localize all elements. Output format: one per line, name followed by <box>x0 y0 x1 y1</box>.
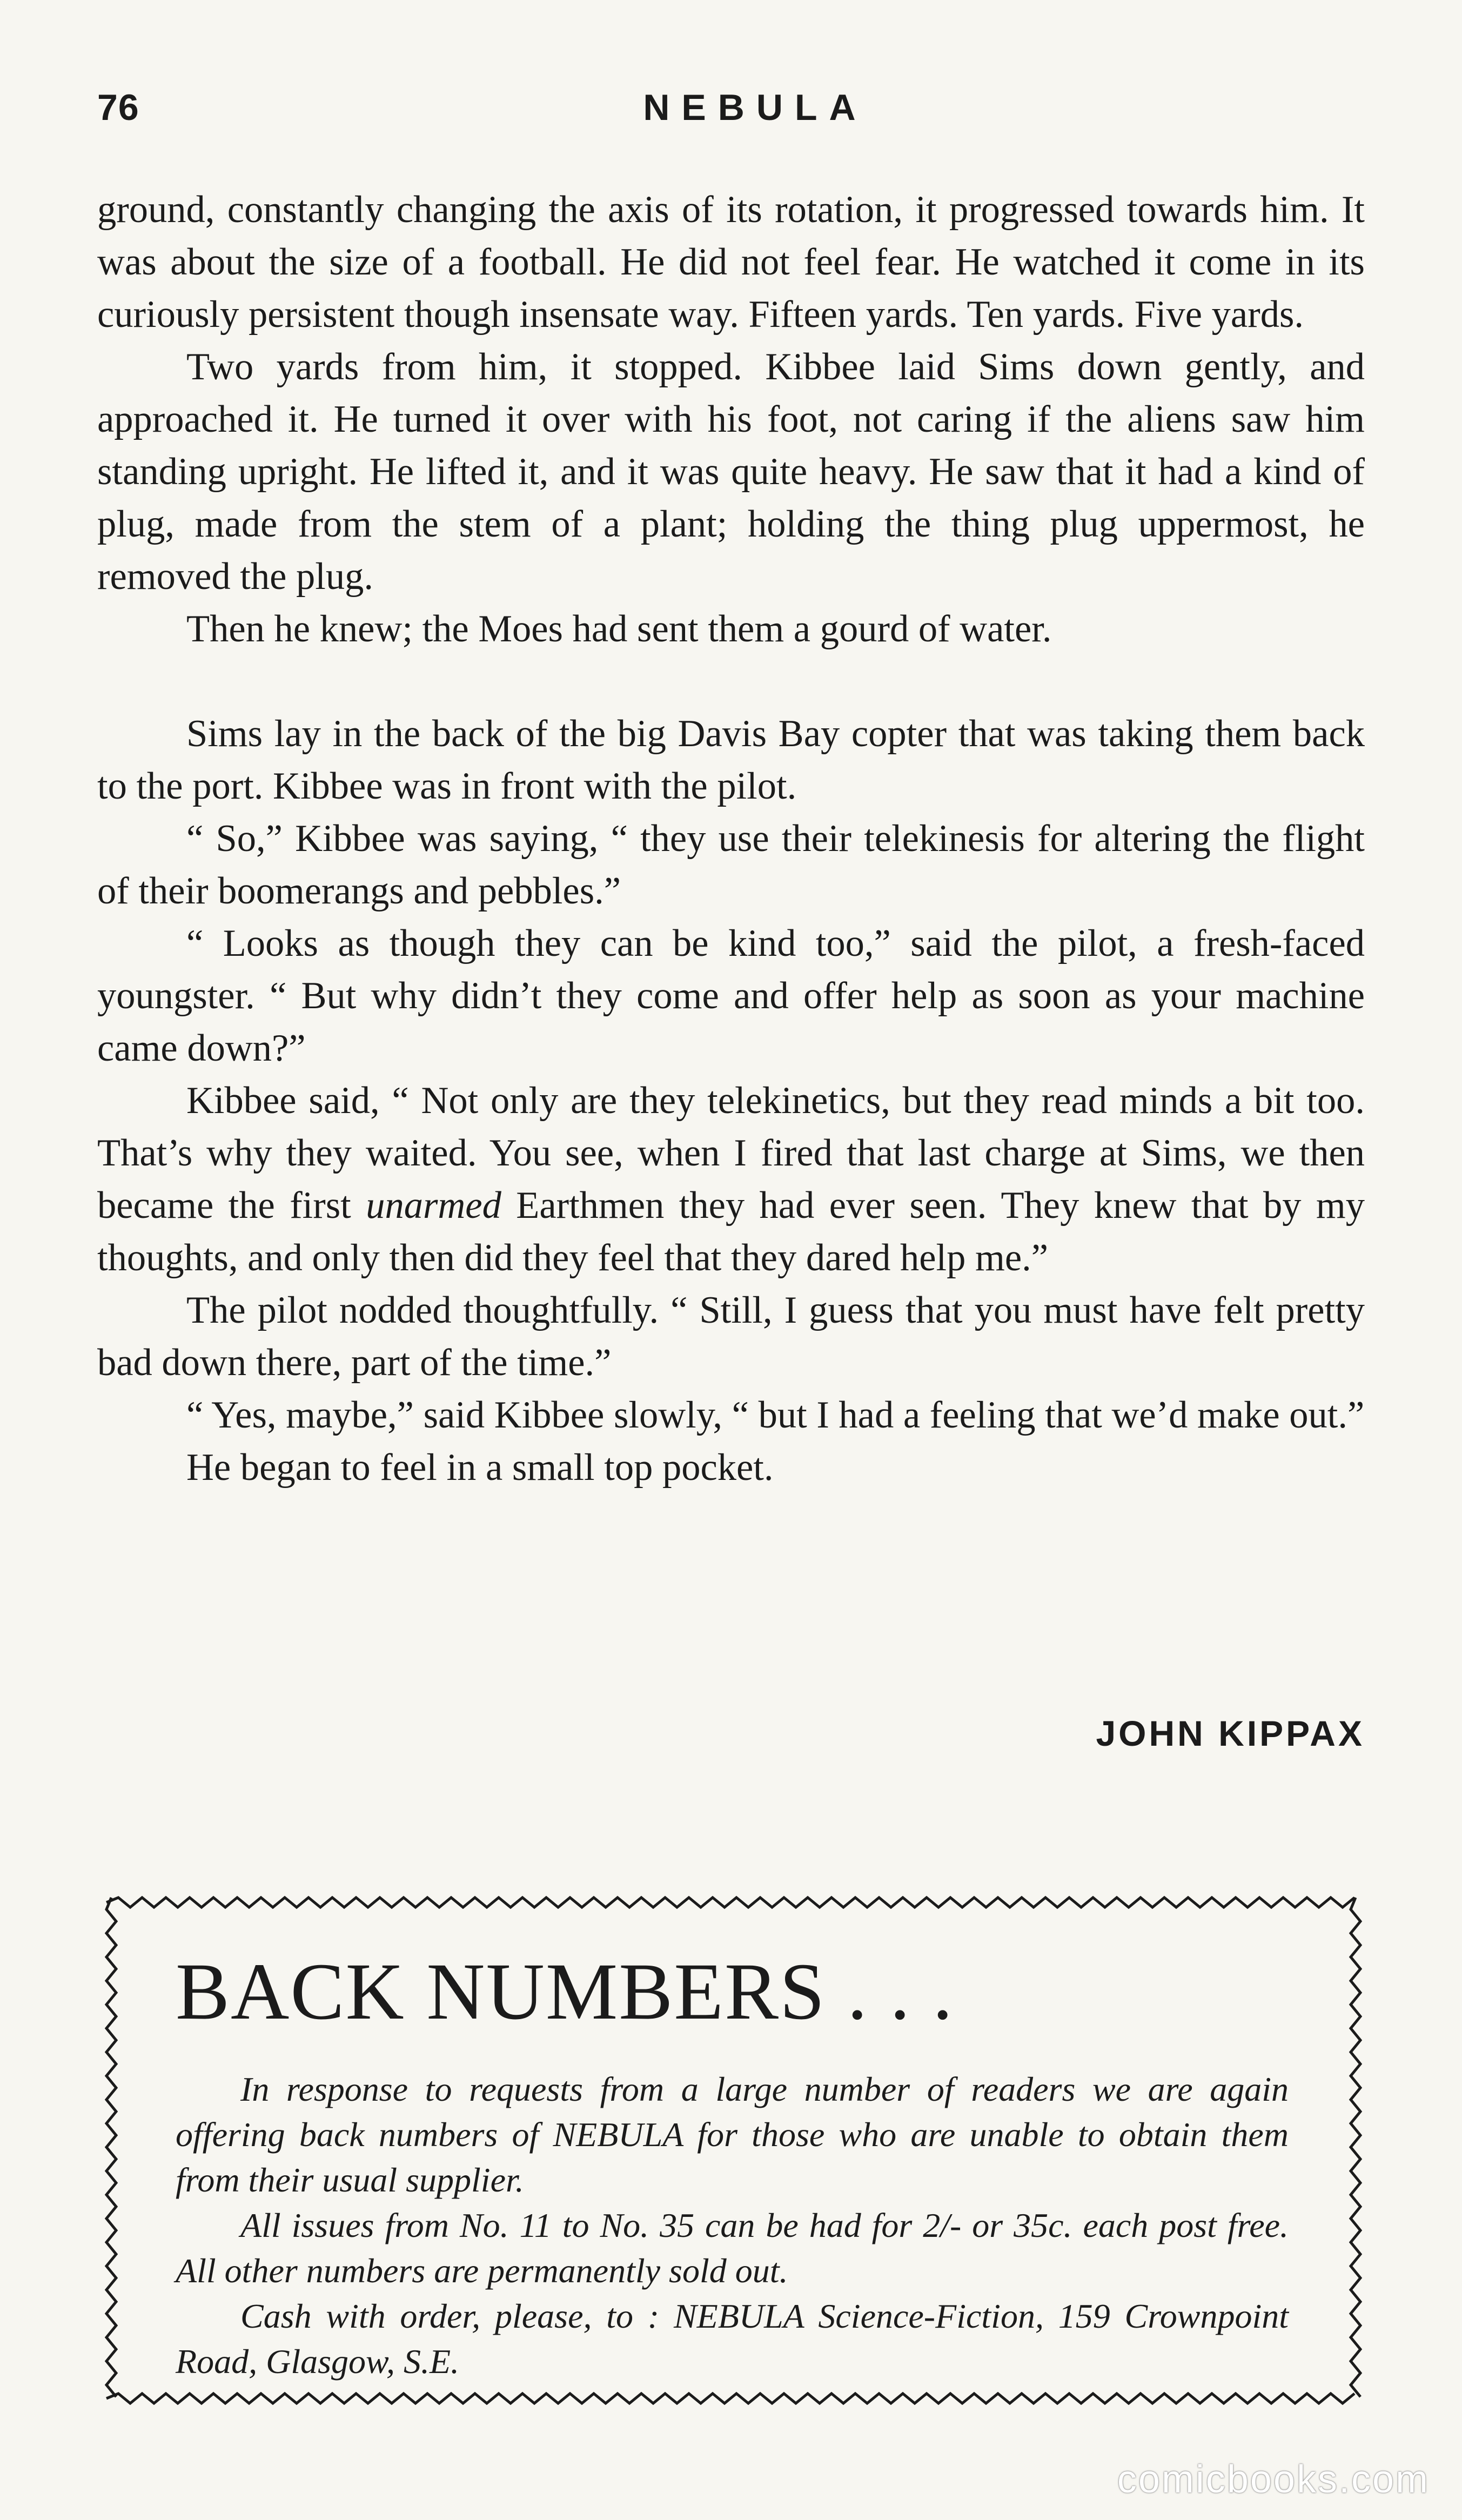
story-paragraph: “ Yes, maybe,” said Kibbee slowly, “ but I had a feeling that we’d make out.” <box>186 1394 1365 1436</box>
advert-body <box>176 2067 1289 2384</box>
story-paragraph: “ So,” Kibbee was saying, “ they use their telekinesis for altering the flight of their boomerangs and pebbles.” <box>97 817 1365 912</box>
story-text <box>97 184 1365 1494</box>
story-paragraph: Then he knew; the Moes had sent them a gourd of water. <box>186 608 1052 650</box>
story-paragraph: ground, constantly changing the axis of its rotation, it progressed towards him. It was about the size of a football. He did not feel fear. He watched it come in its curiously persistent though insensate way. Fifteen yards. Ten yards. Five yards. <box>97 189 1365 336</box>
wavy-border-right <box>1351 1898 1360 2397</box>
page-number: 76 <box>97 87 139 128</box>
advert-paragraph: In response to requests from a large number of readers we are again offering back numbers of NEBULA for those who are unable to obtain them from their usual supplier. <box>176 2070 1289 2199</box>
wavy-border-top <box>106 1898 1354 1907</box>
author-byline: JOHN KIPPAX <box>1096 1713 1365 1753</box>
advert-paragraph: All issues from No. 11 to No. 35 can be had for 2/- or 35c. each post free. All other numbers are permanently sold out. <box>176 2206 1289 2290</box>
story-paragraph: Sims lay in the back of the big Davis Bay copter that was taking them back to the port. Kibbee was in front with the pilot. <box>97 713 1365 807</box>
emphasis-text: unarmed <box>366 1184 501 1227</box>
story-paragraph <box>97 1075 1365 1284</box>
story-paragraph: Two yards from him, it stopped. Kibbee laid Sims down gently, and approached it. He turned it over with his foot, not caring if the aliens saw him standing upright. He lifted it, and it was quite heavy. He saw that it had a kind of plug, made from the stem of a plant; holding the thing plug uppermost, he removed the plug. <box>97 346 1365 598</box>
advert-title: BACK NUMBERS . . . <box>176 1947 954 2036</box>
story-text-run: They knew that by my thoughts, and only then did they feel that they dared help me.” <box>97 1184 1365 1279</box>
wavy-border-left <box>106 1898 116 2397</box>
story-paragraph: He began to feel in a small top pocket. <box>186 1446 774 1489</box>
back-numbers-advert <box>100 1891 1367 2410</box>
advert-paragraph: Cash with order, please, to : NEBULA Science-Fiction, 159 Crownpoint Road, Glasgow, S.E. <box>176 2297 1289 2381</box>
story-text-run: Earthmen they had ever seen. <box>516 1184 987 1227</box>
story-paragraph: “ Looks as though they can be kind too,” said the pilot, a fresh-faced youngster. “ But why didn’t they come and offer help as soon as your machine came down?” <box>97 922 1365 1069</box>
wavy-border-bottom <box>106 2394 1354 2403</box>
watermark: comicbooks.com <box>1117 2458 1430 2501</box>
running-head: NEBULA <box>643 87 868 128</box>
story-paragraph: The pilot nodded thoughtfully. “ Still, I guess that you must have felt pretty bad down there, part of the time.” <box>97 1289 1365 1384</box>
story-text-run: Kibbee said, “ Not only are they telekinetics, but they read minds a bit too. That’s why they waited. You see, when I fired that last charge at Sims, we then became the first <box>97 1080 1365 1227</box>
